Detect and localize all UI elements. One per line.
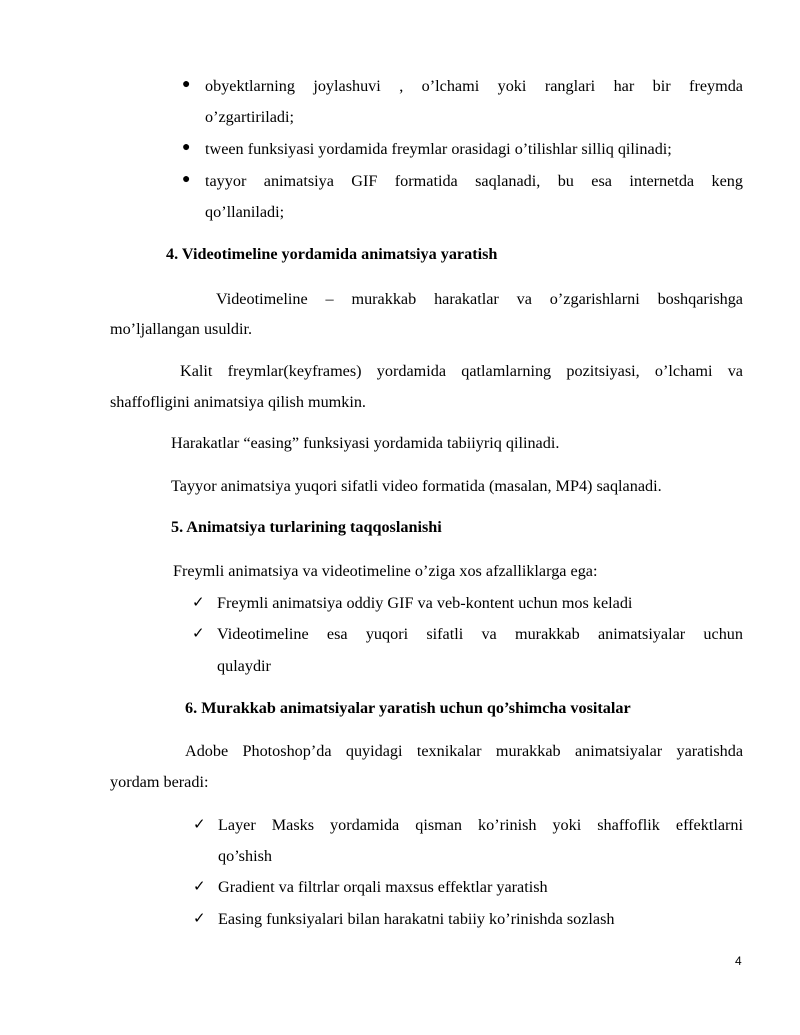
checkmark-icon: ✓ xyxy=(193,815,206,833)
checkmark-icon: ✓ xyxy=(192,624,205,642)
list-item-continuation: qo’llaniladi; xyxy=(205,203,285,221)
list-item: Videotimeline esa yuqori sifatli va murakkab animatsiyalar uchun xyxy=(217,625,743,643)
paragraph-line: Kalit freymlar(keyframes) yordamida qatlamlarning pozitsiyasi, o’lchami va xyxy=(180,362,743,380)
checkmark-icon: ✓ xyxy=(192,593,205,611)
list-item: Gradient va filtrlar orqali maxsus effektlar yaratish xyxy=(218,878,548,896)
list-item-continuation: o’zgartiriladi; xyxy=(205,108,294,126)
list-item: Layer Masks yordamida qisman ko’rinish yoki shaffoflik effektlarni xyxy=(218,816,743,834)
paragraph-line: shaffofligini animatsiya qilish mumkin. xyxy=(110,393,366,411)
list-item-continuation: qulaydir xyxy=(217,657,271,675)
section-heading: 4. Videotimeline yordamida animatsiya yaratish xyxy=(166,245,498,263)
bullet-dot-icon: ● xyxy=(182,140,191,155)
paragraph-line: Videotimeline – murakkab harakatlar va o’zgarishlarni boshqarishga xyxy=(216,290,743,308)
paragraph-line: yordam beradi: xyxy=(110,773,209,791)
paragraph-line: mo’ljallangan usuldir. xyxy=(110,320,253,338)
list-item: Easing funksiyalari bilan harakatni tabiiy ko’rinishda sozlash xyxy=(218,910,615,928)
section-heading: 6. Murakkab animatsiyalar yaratish uchun qo’shimcha vositalar xyxy=(185,699,631,717)
bullet-dot-icon: ● xyxy=(182,172,191,187)
checkmark-icon: ✓ xyxy=(193,909,206,927)
paragraph-line: Adobe Photoshop’da quyidagi texnikalar murakkab animatsiyalar yaratishda xyxy=(185,742,743,760)
list-item: obyektlarning joylashuvi , o’lchami yoki ranglari har bir freymda xyxy=(205,77,743,95)
bullet-dot-icon: ● xyxy=(182,77,191,92)
paragraph: Tayyor animatsiya yuqori sifatli video formatida (masalan, MP4) saqlanadi. xyxy=(171,477,662,495)
list-item: tayyor animatsiya GIF formatida saqlanadi, bu esa internetda keng xyxy=(205,172,743,190)
section-heading: 5. Animatsiya turlarining taqqoslanishi xyxy=(171,518,442,536)
list-item: tween funksiyasi yordamida freymlar orasidagi o’tilishlar silliq qilinadi; xyxy=(205,140,672,158)
checkmark-icon: ✓ xyxy=(193,877,206,895)
paragraph: Freymli animatsiya va videotimeline o’ziga xos afzalliklarga ega: xyxy=(173,562,598,580)
list-item-continuation: qo’shish xyxy=(218,847,272,865)
list-item: Freymli animatsiya oddiy GIF va veb-kontent uchun mos keladi xyxy=(217,594,633,612)
page-number: 4 xyxy=(735,954,742,968)
paragraph: Harakatlar “easing” funksiyasi yordamida tabiiyriq qilinadi. xyxy=(171,434,560,452)
